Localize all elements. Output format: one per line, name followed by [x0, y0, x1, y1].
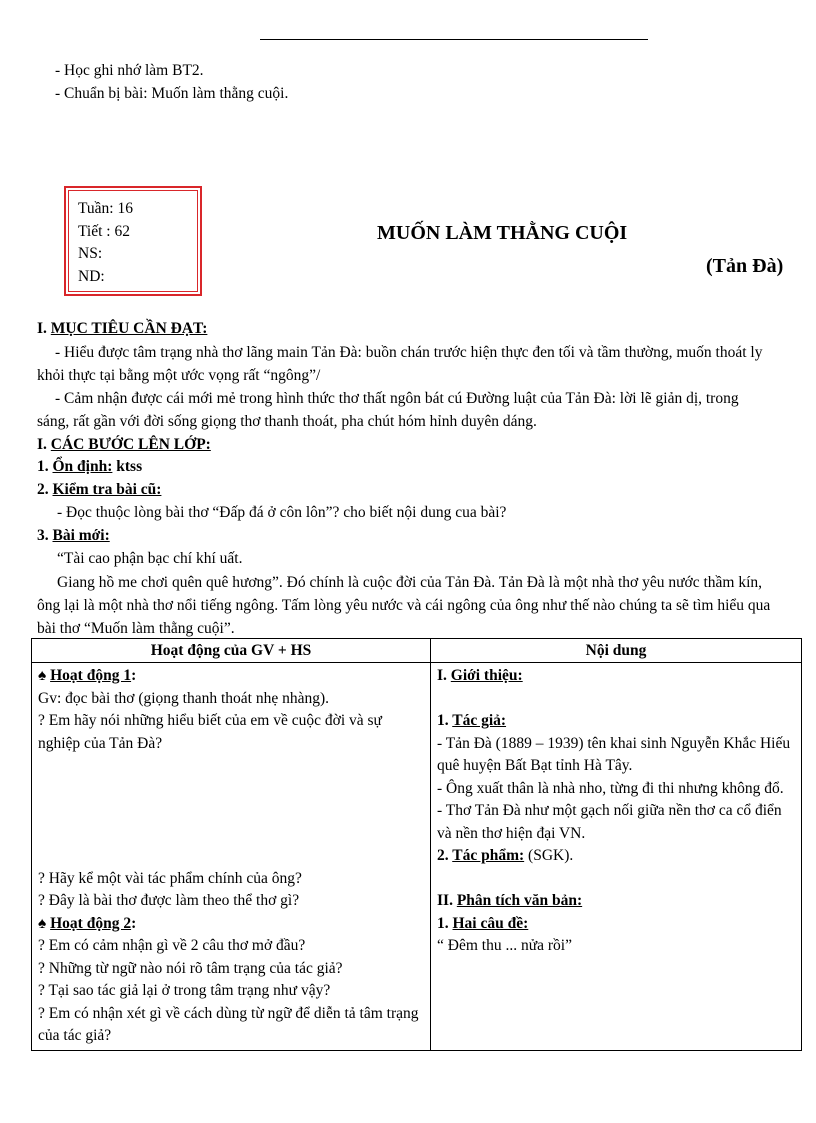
author-role: - Thơ Tản Đà như một gạch nối giữa nền thơ ca cổ điển và nền thơ hiện đại VN.: [437, 802, 782, 842]
column-header-content: Nội dung: [431, 639, 802, 663]
intro-heading: I. Giới thiệu:: [437, 667, 523, 684]
question-why: ? Tại sao tác giả lại ở trong tâm trạng như vậy?: [38, 982, 331, 999]
note-line-1: - Học ghi nhớ làm BT2.: [55, 62, 204, 79]
activities-cell: [32, 663, 431, 1051]
lesson-info-box: [64, 186, 202, 296]
spade-icon: ♠: [38, 914, 47, 932]
opening-couplet-quote: “ Đêm thu ... nửa rồi”: [437, 937, 572, 954]
lesson-label: Tiết : 62: [78, 222, 130, 240]
works-heading: 2. Tác phẩm: (SGK).: [437, 847, 574, 864]
question-words: ? Những từ ngữ nào nói rõ tâm trạng của tác giả?: [38, 959, 343, 977]
page-title: MUỐN LÀM THẰNG CUỘI: [377, 222, 628, 244]
nd-label: ND:: [78, 267, 105, 285]
teacher-reads: Gv: đọc bài thơ (giọng thanh thoát nhẹ nhàng).: [38, 689, 330, 707]
top-rule: [260, 39, 648, 40]
column-header-activities: Hoạt động của GV + HS: [32, 639, 431, 663]
step-2-question: - Đọc thuộc lòng bài thơ “Đấp đá ở côn lôn”? cho biết nội dung cua bài?: [57, 504, 507, 521]
analysis-heading: II. Phân tích văn bản:: [437, 892, 583, 909]
activity-2-heading: ♠ Hoạt động 2:: [38, 914, 137, 932]
ns-label: NS:: [78, 245, 103, 262]
content-cell: [431, 663, 802, 1051]
objective-1: - Hiểu được tâm trạng nhà thơ lãng main Tản Đà: buồn chán trước hiện thực đen tối và tầm thường, muốn thoát ly khỏi thực tại bằng một ước vọng rất “ngông”/: [37, 344, 763, 384]
question-opening: ? Em có cảm nhận gì về 2 câu thơ mở đầu?: [38, 937, 306, 954]
week-label: Tuần: 16: [78, 200, 133, 217]
author-name: (Tản Đà): [706, 255, 784, 277]
objective-2: - Cảm nhận được cái mới mẻ trong hình thức thơ thất ngôn bát cú Đường luật của Tản Đà: lời lẽ giản dị, trong sáng, rất gần với đời sống giọng thơ thanh thoát, pha chút hóm hỉnh duyên dáng.: [37, 390, 739, 430]
section2-heading: I. CÁC BƯỚC LÊN LỚP:: [37, 436, 211, 453]
question-form: ? Đây là bài thơ được làm theo thể thơ gì?: [38, 892, 300, 909]
spade-icon: ♠: [38, 667, 47, 684]
intro-quote: “Tài cao phận bạc chí khí uất.: [57, 550, 243, 567]
intro-paragraph: Giang hồ me chơi quên quê hương”. Đó chính là cuộc đời của Tản Đà. Tản Đà là một nhà thơ yêu nước thầm kín, ông lại là một nhà thơ nổi tiếng ngông. Tấm lòng yêu nước và cái ngông của ông như thế nào chúng ta sẽ tìm hiểu qua bài thơ “Muốn làm thằng cuội”.: [37, 574, 771, 637]
activity-1-heading: ♠ Hoạt động 1:: [38, 667, 137, 684]
table-header-row: [32, 639, 802, 663]
question-wording: ? Em có nhận xét gì về cách dùng từ ngữ để diễn tả tâm trạng của tác giả?: [38, 1004, 419, 1044]
step-1: 1. Ổn định: ktss: [37, 458, 143, 475]
step-2: 2. Kiểm tra bài cũ:: [37, 481, 162, 498]
author-bio: - Tản Đà (1889 – 1939) tên khai sinh Nguyễn Khắc Hiếu quê huyện Bất Bạt tỉnh Hà Tây.: [437, 734, 791, 774]
lesson-table: [31, 638, 802, 1051]
question-author-life: ? Em hãy nói những hiểu biết của em về cuộc đời và sự nghiệp của Tản Đà?: [38, 712, 382, 752]
step-3: 3. Bài mới:: [37, 527, 110, 544]
author-background: - Ông xuất thân là nhà nho, từng đi thi nhưng không đổ.: [437, 779, 784, 797]
author-heading: 1. Tác giả:: [437, 712, 507, 729]
section1-heading: I. MỤC TIÊU CẦN ĐẠT:: [37, 320, 208, 337]
question-works: ? Hãy kể một vài tác phẩm chính của ông?: [38, 869, 302, 887]
opening-couplet-heading: 1. Hai câu đề:: [437, 914, 529, 932]
table-row: [32, 663, 802, 1051]
note-line-2: - Chuẩn bị bài: Muốn làm thằng cuội.: [55, 85, 289, 102]
